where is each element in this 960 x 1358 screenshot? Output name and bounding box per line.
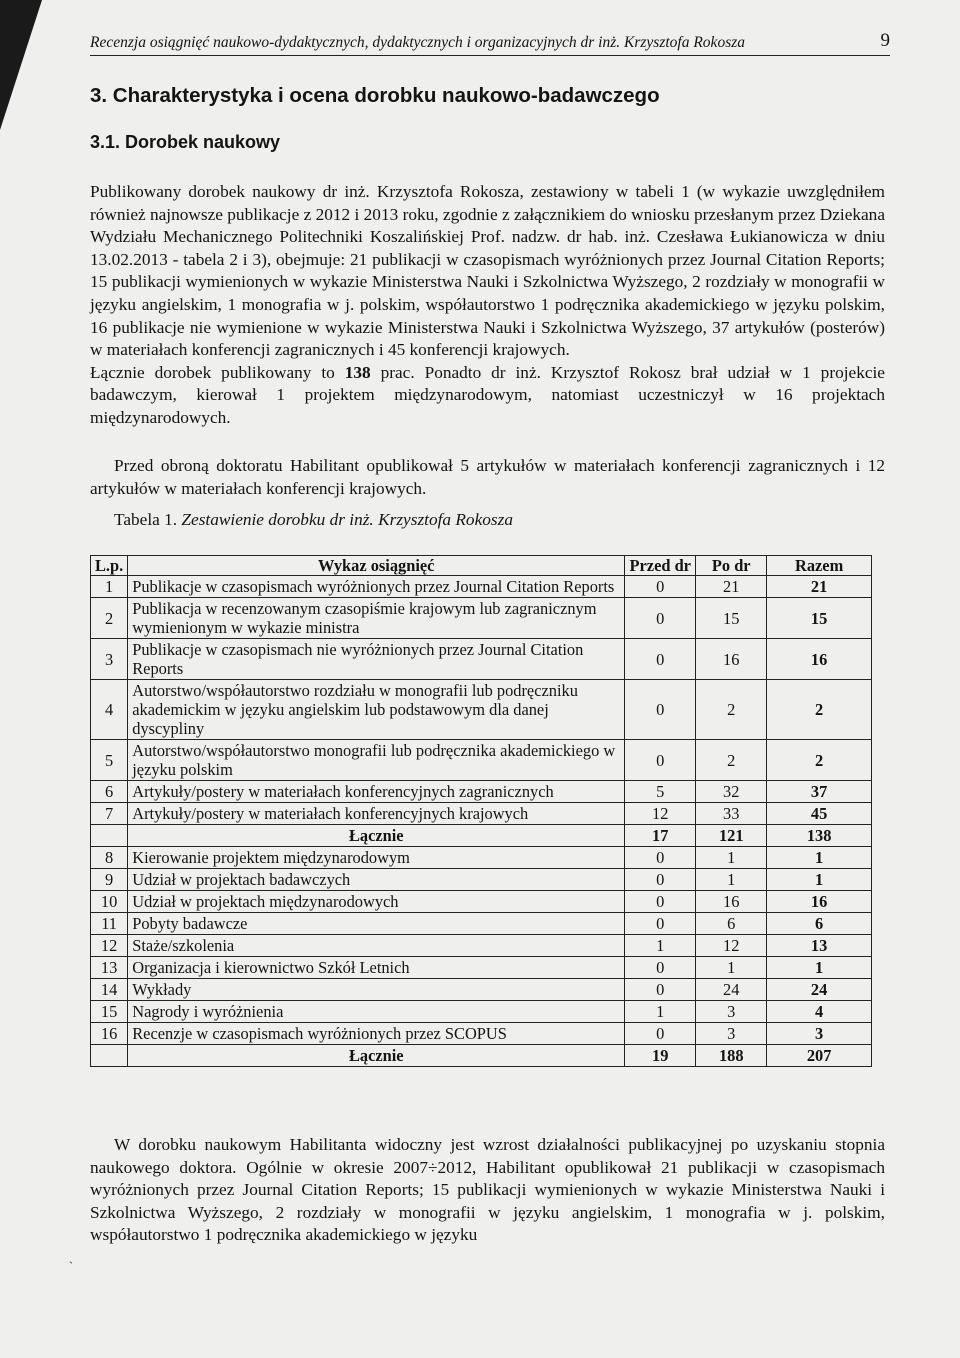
- table-row: [91, 598, 872, 639]
- cell-after: 1: [696, 869, 767, 891]
- paragraph-growth: W dorobku naukowym Habilitanta widoczny jest wzrost działalności publikacyjnej po uzyskaniu stopnia naukowego doktora. Ogólnie w okresie 2007÷2012, Habilitant opublikował 21 publikacji w czasopismach wyróżnionych przez Journal Citation Reports; 15 publikacji wymienionych w wykazie Ministerstwa Nauki i Szkolnictwa Wyższego, 2 rozdziały w monografii w języku angielskim, 1 monografia w j. polskim, współautorstwo 1 podręcznika akademickiego w języku: [90, 1135, 885, 1245]
- subsection-title: 3.1. Dorobek naukowy: [90, 132, 281, 152]
- caption-label: Tabela 1.: [114, 510, 178, 529]
- cell-total: 1: [767, 847, 872, 869]
- cell-description: Kierowanie projektem międzynarodowym: [128, 847, 625, 869]
- cell-before: 0: [625, 680, 696, 740]
- cell-after: 1: [696, 847, 767, 869]
- cell-total: 45: [767, 803, 872, 825]
- cell-description: Recenzje w czasopismach wyróżnionych przez SCOPUS: [128, 1023, 625, 1045]
- table-total-row: [91, 825, 872, 847]
- cell-lp: 16: [91, 1023, 128, 1045]
- table-row: [91, 913, 872, 935]
- table-row: [91, 803, 872, 825]
- cell-description: Łącznie: [128, 825, 625, 847]
- cell-total: 207: [767, 1045, 872, 1067]
- cell-lp: 8: [91, 847, 128, 869]
- cell-before: 0: [625, 1023, 696, 1045]
- cell-before: 5: [625, 781, 696, 803]
- header-total: Razem: [767, 556, 872, 576]
- table-row: [91, 957, 872, 979]
- cell-before: 17: [625, 825, 696, 847]
- cell-after: 15: [696, 598, 767, 639]
- cell-description: Pobyty badawcze: [128, 913, 625, 935]
- cell-description: Wykłady: [128, 979, 625, 1001]
- table-row: [91, 935, 872, 957]
- cell-before: 0: [625, 913, 696, 935]
- cell-total: 16: [767, 639, 872, 680]
- cell-before: 0: [625, 598, 696, 639]
- cell-after: 2: [696, 740, 767, 781]
- cell-total: 4: [767, 1001, 872, 1023]
- paragraph-publications: [90, 181, 885, 430]
- cell-lp: 3: [91, 639, 128, 680]
- cell-before: 12: [625, 803, 696, 825]
- table-row: [91, 869, 872, 891]
- cell-total: 15: [767, 598, 872, 639]
- cell-lp: [91, 825, 128, 847]
- running-header: [90, 30, 890, 56]
- cell-total: 37: [767, 781, 872, 803]
- running-title: Recenzja osiągnięć naukowo-dydaktycznych, dydaktycznych i organizacyjnych dr inż. Krzysztofa Rokosza: [90, 34, 746, 51]
- section-title: 3. Charakterystyka i ocena dorobku naukowo-badawczego: [90, 84, 660, 107]
- cell-total: 138: [767, 825, 872, 847]
- page-number: 9: [880, 30, 890, 51]
- cell-lp: 13: [91, 957, 128, 979]
- cell-before: 0: [625, 869, 696, 891]
- cell-lp: 12: [91, 935, 128, 957]
- cell-total: 3: [767, 1023, 872, 1045]
- cell-lp: 11: [91, 913, 128, 935]
- cell-after: 24: [696, 979, 767, 1001]
- table-row: [91, 781, 872, 803]
- paragraph-1b-post: prac. Ponadto dr inż. Krzysztof Rokosz brał udział w 1 projekcie badawczym, kierował 1 projektem międzynarodowym, natomiast uczestniczył w 16 projektach międzynarodowych.: [90, 362, 885, 427]
- cell-lp: [91, 1045, 128, 1067]
- cell-description: Autorstwo/współautorstwo monografii lub podręcznika akademickiego w języku polskim: [128, 740, 625, 781]
- cell-total: 1: [767, 869, 872, 891]
- cell-description: Udział w projektach badawczych: [128, 869, 625, 891]
- cell-after: 16: [696, 891, 767, 913]
- cell-description: Nagrody i wyróżnienia: [128, 1001, 625, 1023]
- cell-before: 0: [625, 740, 696, 781]
- cell-total: 21: [767, 576, 872, 598]
- cell-total: 2: [767, 680, 872, 740]
- table-total-row: [91, 1045, 872, 1067]
- cell-after: 16: [696, 639, 767, 680]
- cell-after: 188: [696, 1045, 767, 1067]
- table-row: [91, 979, 872, 1001]
- header-lp: L.p.: [91, 556, 128, 576]
- cell-lp: 10: [91, 891, 128, 913]
- table-caption: [114, 510, 513, 530]
- cell-total: 6: [767, 913, 872, 935]
- cell-description: Udział w projektach międzynarodowych: [128, 891, 625, 913]
- cell-total: 16: [767, 891, 872, 913]
- cell-total: 1: [767, 957, 872, 979]
- total-count: 138: [344, 362, 371, 382]
- cell-total: 13: [767, 935, 872, 957]
- cell-after: 12: [696, 935, 767, 957]
- cell-after: 6: [696, 913, 767, 935]
- header-after: Po dr: [696, 556, 767, 576]
- cell-description: Staże/szkolenia: [128, 935, 625, 957]
- table-row: [91, 680, 872, 740]
- cell-after: 3: [696, 1023, 767, 1045]
- cell-description: Artykuły/postery w materiałach konferencyjnych zagranicznych: [128, 781, 625, 803]
- table-row: [91, 847, 872, 869]
- table-row: [91, 1001, 872, 1023]
- cell-after: 121: [696, 825, 767, 847]
- cell-after: 3: [696, 1001, 767, 1023]
- cell-before: 0: [625, 576, 696, 598]
- cell-lp: 2: [91, 598, 128, 639]
- cell-description: Publikacja w recenzowanym czasopiśmie krajowym lub zagranicznym wymienionym w wykazie ministra: [128, 598, 625, 639]
- cell-after: 2: [696, 680, 767, 740]
- cell-lp: 9: [91, 869, 128, 891]
- cell-before: 19: [625, 1045, 696, 1067]
- table-row: [91, 1023, 872, 1045]
- scan-speck: `: [69, 1259, 73, 1273]
- table-row: [91, 639, 872, 680]
- cell-after: 1: [696, 957, 767, 979]
- table-row: [91, 576, 872, 598]
- cell-lp: 5: [91, 740, 128, 781]
- cell-lp: 15: [91, 1001, 128, 1023]
- cell-before: 0: [625, 847, 696, 869]
- cell-lp: 1: [91, 576, 128, 598]
- achievements-table: [90, 555, 872, 1067]
- cell-total: 2: [767, 740, 872, 781]
- paragraph-before-doctorate: Przed obroną doktoratu Habilitant opublikował 5 artykułów w materiałach konferencji zagranicznych i 12 artykułów w materiałach konferencji krajowych.: [90, 456, 885, 498]
- cell-after: 32: [696, 781, 767, 803]
- cell-total: 24: [767, 979, 872, 1001]
- header-before: Przed dr: [625, 556, 696, 576]
- cell-description: Łącznie: [128, 1045, 625, 1067]
- table-header-row: [91, 556, 872, 576]
- table-body: [91, 576, 872, 1067]
- cell-before: 1: [625, 935, 696, 957]
- cell-lp: 4: [91, 680, 128, 740]
- scan-corner-shadow: [0, 0, 42, 130]
- cell-description: Autorstwo/współautorstwo rozdziału w monografii lub podręczniku akademickim w języku angielskim lub podstawowym dla danej dyscypliny: [128, 680, 625, 740]
- cell-lp: 7: [91, 803, 128, 825]
- paragraph-1-text: Publikowany dorobek naukowy dr inż. Krzysztofa Rokosza, zestawiony w tabeli 1 (w wykazie uwzględniłem również najnowsze publikacje z 2012 i 2013 roku, zgodnie z załącznikiem do wniosku przesłanym przez Dziekana Wydziału Mechanicznego Politechniki Koszalińskiej Prof. nadzw. dr hab. inż. Czesława Łukianowicza w dniu 13.02.2013 - tabela 2 i 3), obejmuje: 21 publikacji w czasopismach wyróżnionych przez Journal Citation Reports; 15 publikacji wymienionych w wykazie Ministerstwa Nauki i Szkolnictwa Wyższego, 2 rozdziały w monografii w języku angielskim, 1 monografia w j. polskim, współautorstwo 1 podręcznika akademickiego w języku polskim, 16 publikacje nie wymienione w wykazie Ministerstwa Nauki i Szkolnictwa Wyższego, 37 artykułów (posterów) w materiałach konferencji zagranicznych i 45 konferencji krajowych.: [90, 182, 885, 360]
- cell-before: 0: [625, 979, 696, 1001]
- cell-lp: 6: [91, 781, 128, 803]
- table-row: [91, 740, 872, 781]
- paragraph-1b-pre: Łącznie dorobek publikowany to: [90, 362, 345, 382]
- cell-description: Artykuły/postery w materiałach konferencyjnych krajowych: [128, 803, 625, 825]
- table-row: [91, 891, 872, 913]
- cell-after: 33: [696, 803, 767, 825]
- header-achievements: Wykaz osiągnięć: [128, 556, 625, 576]
- caption-title: Zestawienie dorobku dr inż. Krzysztofa Rokosza: [181, 510, 513, 529]
- cell-before: 1: [625, 1001, 696, 1023]
- cell-before: 0: [625, 891, 696, 913]
- cell-before: 0: [625, 957, 696, 979]
- cell-lp: 14: [91, 979, 128, 1001]
- cell-after: 21: [696, 576, 767, 598]
- cell-description: Organizacja i kierownictwo Szkół Letnich: [128, 957, 625, 979]
- cell-description: Publikacje w czasopismach nie wyróżnionych przez Journal Citation Reports: [128, 639, 625, 680]
- cell-description: Publikacje w czasopismach wyróżnionych przez Journal Citation Reports: [128, 576, 625, 598]
- cell-before: 0: [625, 639, 696, 680]
